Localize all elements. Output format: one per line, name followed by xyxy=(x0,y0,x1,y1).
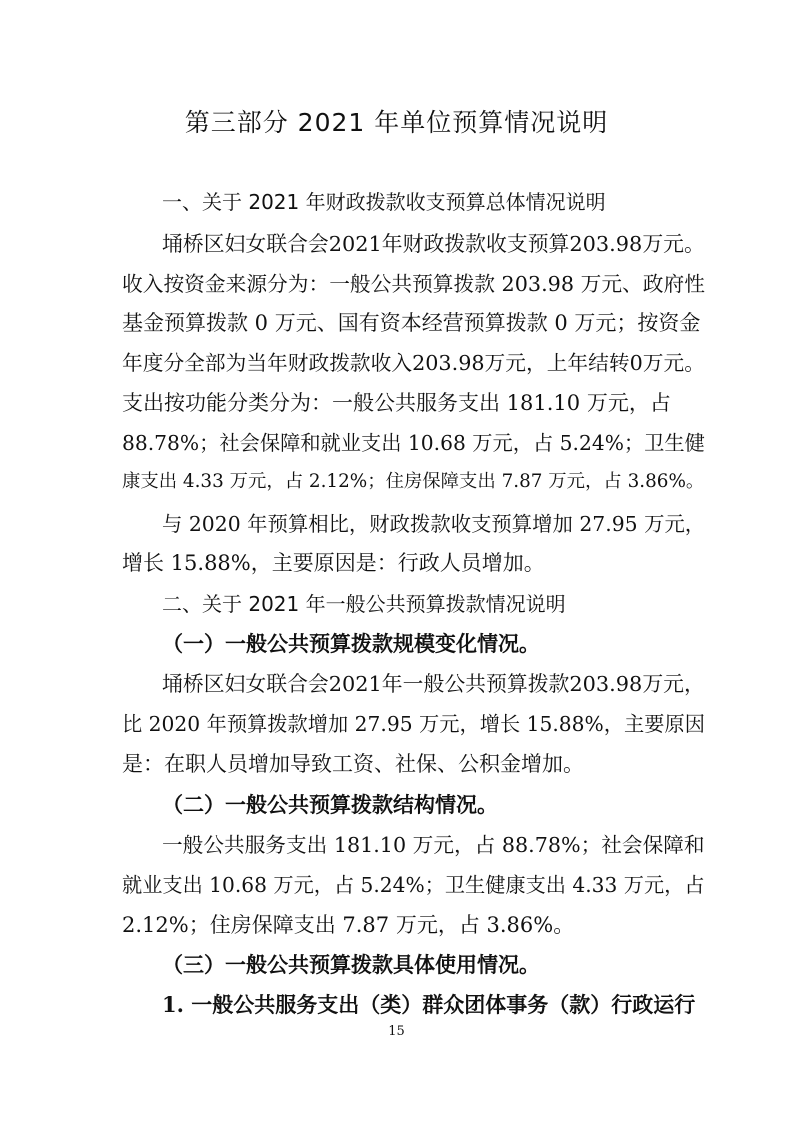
section-heading-1: 一、关于 2021 年财政拨款收支预算总体情况说明 xyxy=(162,190,606,214)
paragraph-line: 康支出 4.33 万元，占 2.12%；住房保障支出 7.87 万元，占 3.86%。 xyxy=(122,471,705,492)
paragraph-line: 基金预算拨款 0 万元、国有资本经营预算拨款 0 万元；按资金 xyxy=(122,311,701,335)
section-heading-2: 二、关于 2021 年一般公共预算拨款情况说明 xyxy=(162,592,566,616)
subsection-heading-1: （一）一般公共预算拨款规模变化情况。 xyxy=(162,631,540,656)
subsection-heading-3: （三）一般公共预算拨款具体使用情况。 xyxy=(162,952,540,977)
page-title: 第三部分 2021 年单位预算情况说明 xyxy=(184,108,609,137)
paragraph-line: 2.12%；住房保障支出 7.87 万元，占 3.86%。 xyxy=(122,913,575,937)
paragraph-line: 埇桥区妇女联合会2021年财政拨款收支预算203.98万元。 xyxy=(162,232,705,256)
paragraph-line: 埇桥区妇女联合会2021年一般公共预算拨款203.98万元， xyxy=(162,672,705,696)
paragraph-line: 比 2020 年预算拨款增加 27.95 万元，增长 15.88%，主要原因 xyxy=(122,712,705,736)
paragraph-line: 88.78%；社会保障和就业支出 10.68 万元，占 5.24%；卫生健 xyxy=(122,431,705,455)
paragraph-line: 一般公共服务支出 181.10 万元，占 88.78%；社会保障和 xyxy=(162,833,705,857)
paragraph-line: 支出按功能分类分为：一般公共服务支出 181.10 万元，占 xyxy=(122,391,671,415)
paragraph-line: 就业支出 10.68 万元，占 5.24%；卫生健康支出 4.33 万元，占 xyxy=(122,873,705,897)
page-number: 15 xyxy=(388,1024,405,1039)
item-heading: 1. 一般公共服务支出（类）群众团体事务（款）行政运行 xyxy=(162,992,696,1017)
paragraph-line: 增长 15.88%，主要原因是：行政人员增加。 xyxy=(122,551,545,575)
paragraph-line: 是：在职人员增加导致工资、社保、公积金增加。 xyxy=(122,752,584,776)
subsection-heading-2: （二）一般公共预算拨款结构情况。 xyxy=(162,792,498,817)
paragraph-line: 与 2020 年预算相比，财政拨款收支预算增加 27.95 万元， xyxy=(162,512,706,536)
paragraph-line: 年度分全部为当年财政拨款收入203.98万元，上年结转0万元。 xyxy=(122,351,705,375)
paragraph-line: 收入按资金来源分为：一般公共预算拨款 203.98 万元、政府性 xyxy=(122,272,705,296)
